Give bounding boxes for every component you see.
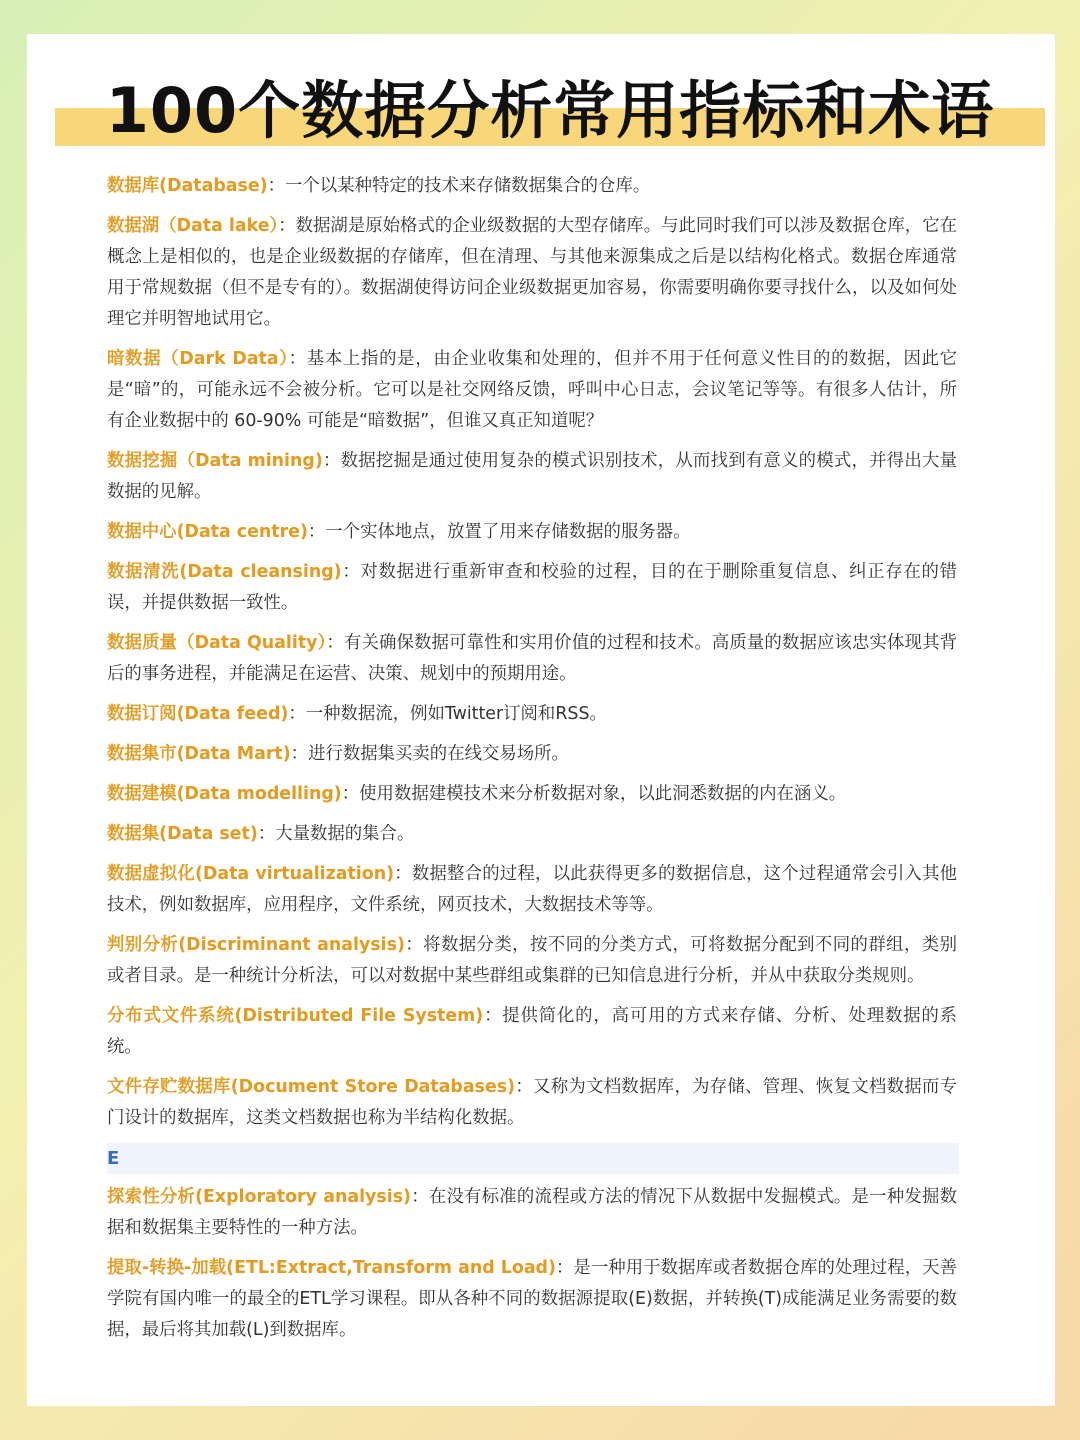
title-block bbox=[55, 74, 1045, 147]
entry-desc: ：在没有标准的流程或方法的情况下从数据中发掘模式。是一种发掘数据和数据集主要特性的一种方法。 bbox=[107, 1187, 957, 1238]
glossary-entry bbox=[107, 739, 957, 770]
section-header-e: E bbox=[107, 1143, 959, 1174]
entry-desc: ：一个以某种特定的技术来存储数据集合的仓库。 bbox=[267, 176, 651, 196]
glossary-entry bbox=[107, 171, 957, 202]
entry-term: 探索性分析(Exploratory analysis) bbox=[107, 1187, 411, 1207]
entry-desc: ：一种数据流，例如Twitter订阅和RSS。 bbox=[288, 704, 607, 724]
entry-desc: ：将数据分类，按不同的分类方式，可将数据分配到不同的群组，类别或者目录。是一种统计分析法，可以对数据中某些群组或集群的已知信息进行分析，并从中获取分类规则。 bbox=[107, 935, 957, 986]
glossary-entry bbox=[107, 699, 957, 730]
entry-term: 数据虚拟化(Data virtualization) bbox=[107, 864, 395, 884]
glossary-entry bbox=[107, 211, 957, 335]
entry-term: 提取-转换-加载(ETL:Extract,Transform and Load) bbox=[107, 1258, 556, 1278]
glossary-entry bbox=[107, 628, 957, 690]
glossary-content bbox=[107, 171, 957, 1355]
entry-desc: ：大量数据的集合。 bbox=[257, 824, 415, 844]
entry-term: 数据集(Data set) bbox=[107, 824, 258, 844]
entry-term: 暗数据（Dark Data） bbox=[107, 349, 289, 369]
glossary-entry bbox=[107, 517, 957, 548]
entry-term: 判别分析(Discriminant analysis) bbox=[107, 935, 405, 955]
glossary-entry bbox=[107, 1182, 957, 1244]
entry-term: 数据中心(Data centre) bbox=[107, 522, 308, 542]
glossary-entry bbox=[107, 1253, 957, 1346]
entry-desc: ：对数据进行重新审查和校验的过程，目的在于删除重复信息、纠正存在的错误，并提供数据一致性。 bbox=[107, 562, 957, 613]
entry-desc: ：数据挖掘是通过使用复杂的模式识别技术，从而找到有意义的模式，并得出大量数据的见解。 bbox=[107, 451, 957, 502]
glossary-entry bbox=[107, 859, 957, 921]
entry-desc: ：提供简化的，高可用的方式来存储、分析、处理数据的系统。 bbox=[107, 1006, 957, 1057]
entry-term: 数据湖（Data lake） bbox=[107, 216, 279, 236]
entry-desc: ：一个实体地点，放置了用来存储数据的服务器。 bbox=[307, 522, 691, 542]
glossary-entry bbox=[107, 446, 957, 508]
glossary-entry bbox=[107, 1001, 957, 1063]
glossary-entry bbox=[107, 1072, 957, 1134]
entry-desc: ：数据湖是原始格式的企业级数据的大型存储库。与此同时我们可以涉及数据仓库，它在概念上是相似的，也是企业级数据的存储库，但在清理、与其他来源集成之后是以结构化格式。数据仓库通常用于常规数据（但不是专有的）。数据湖使得访问企业级数据更加容易，你需要明确你要寻找什么，以及如何处理它并明智地试用它。 bbox=[107, 216, 957, 329]
entry-desc: ：进行数据集买卖的在线交易场所。 bbox=[290, 744, 569, 764]
glossary-entry bbox=[107, 779, 957, 810]
entry-term: 分布式文件系统(Distributed File System) bbox=[107, 1006, 484, 1026]
entry-desc: ：使用数据建模技术来分析数据对象，以此洞悉数据的内在涵义。 bbox=[341, 784, 847, 804]
entry-desc: ：又称为文档数据库，为存储、管理、恢复文档数据而专门设计的数据库，这类文档数据也称为半结构化数据。 bbox=[107, 1077, 957, 1128]
entry-desc: ：是一种用于数据库或者数据仓库的处理过程，天善学院有国内唯一的最全的ETL学习课程。即从各种不同的数据源提取(E)数据，并转换(T)成能满足业务需要的数据，最后将其加载(L)到数据库。 bbox=[107, 1258, 957, 1340]
page-title: 100个数据分析常用指标和术语 bbox=[105, 74, 995, 147]
entry-term: 数据建模(Data modelling) bbox=[107, 784, 342, 804]
entry-desc: ：数据整合的过程，以此获得更多的数据信息，这个过程通常会引入其他技术，例如数据库，应用程序，文件系统，网页技术，大数据技术等等。 bbox=[107, 864, 957, 915]
entry-term: 数据库(Database) bbox=[107, 176, 268, 196]
entry-desc: ：有关确保数据可靠性和实用价值的过程和技术。高质量的数据应该忠实体现其背后的事务进程，并能满足在运营、决策、规划中的预期用途。 bbox=[107, 633, 957, 684]
entry-term: 数据订阅(Data feed) bbox=[107, 704, 289, 724]
glossary-entry bbox=[107, 930, 957, 992]
glossary-entry bbox=[107, 819, 957, 850]
entry-term: 数据集市(Data Mart) bbox=[107, 744, 291, 764]
document-page bbox=[27, 34, 1055, 1406]
entry-term: 文件存贮数据库(Document Store Databases) bbox=[107, 1077, 516, 1097]
entry-term: 数据挖掘（Data mining) bbox=[107, 451, 323, 471]
entry-desc: ：基本上指的是，由企业收集和处理的，但并不用于任何意义性目的的数据，因此它是“暗”的，可能永远不会被分析。它可以是社交网络反馈，呼叫中心日志，会议笔记等等。有很多人估计，所有企业数据中的 60-90% 可能是“暗数据”，但谁又真正知道呢？ bbox=[107, 349, 957, 431]
glossary-entry bbox=[107, 344, 957, 437]
entry-term: 数据质量（Data Quality） bbox=[107, 633, 327, 653]
entry-term: 数据清洗(Data cleansing) bbox=[107, 562, 342, 582]
glossary-entry bbox=[107, 557, 957, 619]
